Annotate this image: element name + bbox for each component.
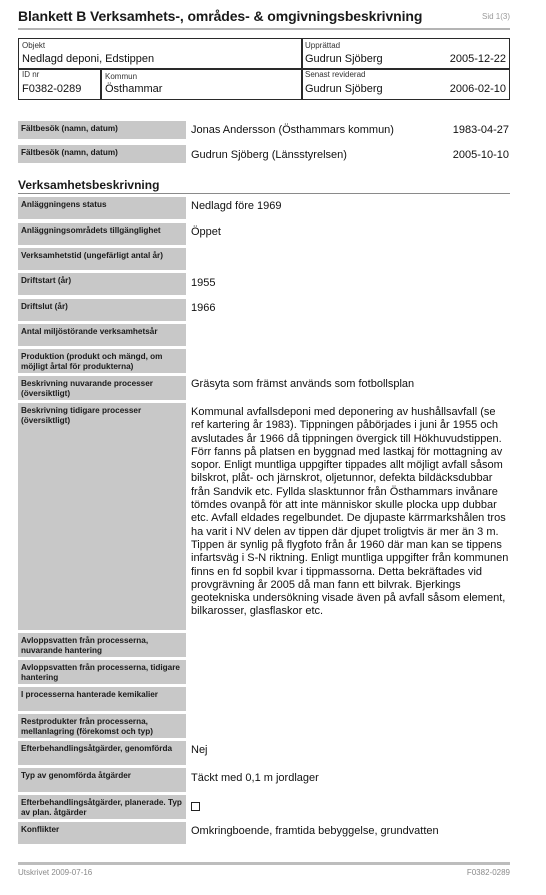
driftstart-value: 1955 (191, 277, 216, 289)
faltbesok-label-1: Fältbesök (namn, datum) (18, 121, 186, 139)
footer-id: F0382-0289 (466, 868, 510, 877)
verksamhetstid-label: Verksamhetstid (ungefärligt antal år) (18, 248, 186, 270)
driftslut-label: Driftslut (år) (18, 299, 186, 321)
tidigare-processer-value: Kommunal avfallsdeponi med deponering av hushållsavfall (se ref kartering år 1983). Tippningen påbörjades i juni år 1955 och avslutades år 1966 då tippningen övergick till Hökhuvudstippen. Förr fanns på platsen en byggnad med lastkaj för mottagning av sopor. Enligt muntliga uppgifter tippades allt möjligt avfall såsom bilskrot, plåt- och järnskrot, oljetunnor, defekta bildäcksdubbar från Sandvik etc. Fyllda slasktunnor från Östhammars invånare tömdes ovanpå för att inte människor skulle plocka upp dubbar etc. Avfall eldades regelbundet. De djupaste kärrmarkshålen tros ha varit i NV delen av tippen där djupet troligtvis är mer än 3 m. Tippen är synlig på flygfoto från år 1960 där man kan se tippens infartsväg i S-N riktning. Enligt muntliga uppgifter från kommunen finns en fd sopbil kvar i tippmassorna. Detta bekräftades vid provgrävning år 2005 då man fann ett bilvrak. Bjerkings geotekniska undersökning visade även på avfall såsom element, bilkarosser, glasflaskor etc. (191, 406, 509, 618)
objekt-value: Nedlagd deponi, Edstippen (22, 53, 155, 65)
page-header (18, 8, 510, 28)
reviderad-label: Senast reviderad (305, 70, 366, 79)
efterbehandling-genomforda-label: Efterbehandlingsåtgärder, genomförda (18, 741, 186, 765)
status-value: Nedlagd före 1969 (191, 200, 282, 212)
kemikalier-label: I processerna hanterade kemikalier (18, 687, 186, 711)
faltbesok-date-1: 1983-04-27 (452, 124, 509, 136)
info-box-divider (19, 68, 509, 70)
printed-date: Utskrivet 2009-07-16 (18, 868, 93, 877)
kommun-label: Kommun (105, 72, 138, 81)
driftstart-label: Driftstart (år) (18, 273, 186, 295)
planerade-atgarder-checkbox[interactable] (191, 802, 200, 811)
upprattad-date: 2005-12-22 (449, 53, 506, 65)
info-box-column-divider-lower (100, 68, 102, 99)
restprodukter-label: Restprodukter från processerna, mellanlagring (förekomst och typ) (18, 714, 186, 738)
reviderad-date: 2006-02-10 (449, 83, 506, 95)
document-title: Blankett B Verksamhets-, områdes- & omgivningsbeskrivning (18, 8, 423, 24)
page-number: Sid 1(3) (481, 12, 510, 21)
header-divider (18, 28, 510, 30)
faltbesok-date-2: 2005-10-10 (452, 149, 509, 161)
faltbesok-value-1: Jonas Andersson (Östhammars kommun) (191, 124, 394, 136)
upprattad-name: Gudrun Sjöberg (305, 53, 383, 65)
upprattad-label: Upprättad (305, 41, 341, 50)
footer-divider (18, 862, 510, 865)
faltbesok-label-2: Fältbesök (namn, datum) (18, 145, 186, 163)
status-label: Anläggningens status (18, 197, 186, 219)
produktion-label: Produktion (produkt och mängd, om möjligt årtal för produkterna) (18, 349, 186, 373)
section-divider (18, 193, 510, 194)
typ-genomforda-atgarder-value: Täckt med 0,1 m jordlager (191, 772, 319, 784)
info-box-column-divider (301, 39, 303, 99)
miljostorande-ar-label: Antal miljöstörande verksamhetsår (18, 324, 186, 346)
section-title: Verksamhetsbeskrivning (18, 178, 160, 192)
object-info-box (18, 38, 510, 100)
avloppsvatten-nuvarande-label: Avloppsvatten från processerna, nuvarande hantering (18, 633, 186, 657)
typ-genomforda-atgarder-label: Typ av genomförda åtgärder (18, 768, 186, 792)
tidigare-processer-label: Beskrivning tidigare processer (översiktligt) (18, 403, 186, 630)
driftslut-value: 1966 (191, 302, 216, 314)
efterbehandling-genomforda-value: Nej (191, 744, 208, 756)
kommun-value: Östhammar (105, 83, 163, 95)
id-value: F0382-0289 (22, 83, 82, 95)
tillganglighet-value: Öppet (191, 226, 221, 238)
faltbesok-value-2: Gudrun Sjöberg (Länsstyrelsen) (191, 149, 347, 161)
nuvarande-processer-label: Beskrivning nuvarande processer (översiktligt) (18, 376, 186, 400)
efterbehandling-planerade-label: Efterbehandlingsåtgärder, planerade. Typ av plan. åtgärder (18, 795, 186, 819)
konflikter-value: Omkringboende, framtida bebyggelse, grundvatten (191, 825, 439, 837)
konflikter-label: Konflikter (18, 822, 186, 844)
objekt-label: Objekt (22, 41, 46, 50)
avloppsvatten-tidigare-label: Avloppsvatten från processerna, tidigare hantering (18, 660, 186, 684)
id-label: ID nr (22, 70, 40, 79)
nuvarande-processer-value: Gräsyta som främst används som fotbollsplan (191, 378, 415, 390)
tillganglighet-label: Anläggningsområdets tillgänglighet (18, 223, 186, 245)
reviderad-name: Gudrun Sjöberg (305, 83, 383, 95)
